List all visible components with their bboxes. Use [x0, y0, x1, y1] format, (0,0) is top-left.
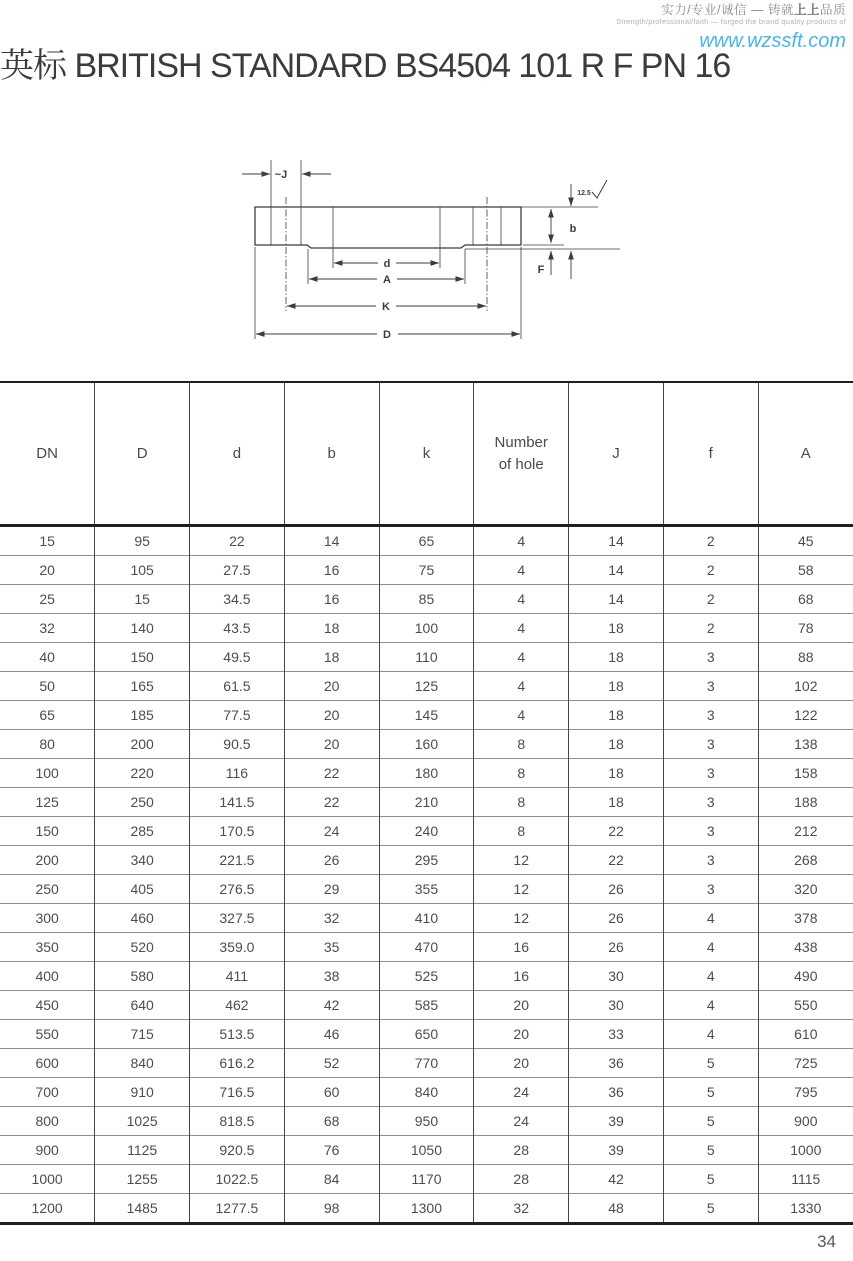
table-cell: 378 — [758, 904, 853, 933]
table-cell: 4 — [663, 933, 758, 962]
table-cell: 8 — [474, 730, 569, 759]
table-cell: 350 — [0, 933, 95, 962]
table-cell: 725 — [758, 1049, 853, 1078]
table-cell: 39 — [569, 1136, 664, 1165]
table-cell: 16 — [474, 962, 569, 991]
table-cell: 600 — [0, 1049, 95, 1078]
table-cell: 50 — [0, 672, 95, 701]
table-cell: 3 — [663, 672, 758, 701]
table-cell: 75 — [379, 556, 474, 585]
table-cell: 616.2 — [190, 1049, 285, 1078]
table-cell: 950 — [379, 1107, 474, 1136]
table-cell: 2 — [663, 585, 758, 614]
table-cell: 42 — [284, 991, 379, 1020]
table-cell: 525 — [379, 962, 474, 991]
column-header: f — [663, 382, 758, 526]
table-cell: 105 — [95, 556, 190, 585]
table-cell: 2 — [663, 556, 758, 585]
table-cell: 110 — [379, 643, 474, 672]
table-cell: 76 — [284, 1136, 379, 1165]
table-cell: 20 — [474, 991, 569, 1020]
table-cell: 200 — [95, 730, 190, 759]
table-cell: 4 — [663, 1020, 758, 1049]
table-cell: 65 — [379, 526, 474, 556]
table-cell: 38 — [284, 962, 379, 991]
table-cell: 39 — [569, 1107, 664, 1136]
table-cell: 700 — [0, 1078, 95, 1107]
table-cell: 20 — [284, 672, 379, 701]
table-cell: 150 — [95, 643, 190, 672]
table-cell: 180 — [379, 759, 474, 788]
table-cell: 1000 — [758, 1136, 853, 1165]
table-cell: 35 — [284, 933, 379, 962]
table-cell: 145 — [379, 701, 474, 730]
table-cell: 36 — [569, 1078, 664, 1107]
table-cell: 42 — [569, 1165, 664, 1194]
table-cell: 14 — [284, 526, 379, 556]
table-row — [0, 1049, 853, 1078]
table-cell: 2 — [663, 614, 758, 643]
table-cell: 34.5 — [190, 585, 285, 614]
table-cell: 14 — [569, 526, 664, 556]
table-cell: 250 — [0, 875, 95, 904]
table-cell: 18 — [284, 643, 379, 672]
table-cell: 45 — [758, 526, 853, 556]
table-cell: 770 — [379, 1049, 474, 1078]
table-row — [0, 933, 853, 962]
table-cell: 158 — [758, 759, 853, 788]
table-cell: 3 — [663, 875, 758, 904]
table-cell: 910 — [95, 1078, 190, 1107]
table-cell: 188 — [758, 788, 853, 817]
table-cell: 49.5 — [190, 643, 285, 672]
table-row — [0, 701, 853, 730]
table-cell: 61.5 — [190, 672, 285, 701]
slogan-chinese-suffix: 品质 — [819, 3, 846, 17]
table-cell: 90.5 — [190, 730, 285, 759]
label-b: b — [569, 223, 577, 235]
label-big-d: D — [383, 329, 391, 341]
table-cell: 5 — [663, 1194, 758, 1224]
table-cell: 300 — [0, 904, 95, 933]
table-row — [0, 730, 853, 759]
table-cell: 18 — [569, 672, 664, 701]
table-cell: 650 — [379, 1020, 474, 1049]
table-cell: 28 — [474, 1136, 569, 1165]
table-cell: 818.5 — [190, 1107, 285, 1136]
table-cell: 4 — [474, 701, 569, 730]
table-cell: 5 — [663, 1136, 758, 1165]
table-cell: 170.5 — [190, 817, 285, 846]
table-cell: 411 — [190, 962, 285, 991]
table-cell: 4 — [474, 585, 569, 614]
table-cell: 140 — [95, 614, 190, 643]
table-cell: 900 — [758, 1107, 853, 1136]
table-cell: 185 — [95, 701, 190, 730]
table-cell: 250 — [95, 788, 190, 817]
table-cell: 100 — [379, 614, 474, 643]
slogan-english: Strength/professional/faith — forged the brand quality products of — [616, 17, 846, 27]
table-row — [0, 672, 853, 701]
table-cell: 800 — [0, 1107, 95, 1136]
table-cell: 4 — [474, 614, 569, 643]
table-cell: 20 — [284, 730, 379, 759]
table-cell: 3 — [663, 817, 758, 846]
column-header: D — [95, 382, 190, 526]
table-cell: 513.5 — [190, 1020, 285, 1049]
table-cell: 359.0 — [190, 933, 285, 962]
table-cell: 3 — [663, 846, 758, 875]
table-cell: 48 — [569, 1194, 664, 1224]
label-j: ~J — [274, 169, 288, 181]
table-cell: 1115 — [758, 1165, 853, 1194]
table-cell: 320 — [758, 875, 853, 904]
table-cell: 32 — [0, 614, 95, 643]
table-row — [0, 614, 853, 643]
table-cell: 1050 — [379, 1136, 474, 1165]
table-cell: 450 — [0, 991, 95, 1020]
table-cell: 12 — [474, 846, 569, 875]
table-cell: 160 — [379, 730, 474, 759]
table-cell: 2 — [663, 526, 758, 556]
table-cell: 1200 — [0, 1194, 95, 1224]
table-cell: 24 — [474, 1078, 569, 1107]
table-cell: 520 — [95, 933, 190, 962]
table-cell: 5 — [663, 1165, 758, 1194]
table-cell: 1300 — [379, 1194, 474, 1224]
slogan-chinese-prefix: 实力/专业/诚信 — 铸就 — [661, 3, 794, 17]
column-header: J — [569, 382, 664, 526]
table-row — [0, 788, 853, 817]
table-cell: 27.5 — [190, 556, 285, 585]
table-cell: 8 — [474, 759, 569, 788]
table-cell: 14 — [569, 556, 664, 585]
table-cell: 52 — [284, 1049, 379, 1078]
column-header: DN — [0, 382, 95, 526]
table-cell: 22 — [284, 759, 379, 788]
table-cell: 716.5 — [190, 1078, 285, 1107]
website-url: www.wzssft.com — [699, 30, 846, 52]
table-row — [0, 585, 853, 614]
table-cell: 200 — [0, 846, 95, 875]
table-row — [0, 1194, 853, 1224]
table-cell: 32 — [284, 904, 379, 933]
table-cell: 795 — [758, 1078, 853, 1107]
table-body — [0, 526, 853, 1224]
table-cell: 78 — [758, 614, 853, 643]
table-cell: 22 — [284, 788, 379, 817]
table-cell: 26 — [284, 846, 379, 875]
table-cell: 29 — [284, 875, 379, 904]
table-cell: 80 — [0, 730, 95, 759]
table-cell: 60 — [284, 1078, 379, 1107]
table-row — [0, 962, 853, 991]
table-cell: 18 — [569, 788, 664, 817]
table-cell: 4 — [663, 991, 758, 1020]
table-cell: 900 — [0, 1136, 95, 1165]
slogan-chinese-brand: 上上 — [793, 3, 820, 17]
table-cell: 5 — [663, 1107, 758, 1136]
column-header: Number of hole — [474, 382, 569, 526]
table-row — [0, 1136, 853, 1165]
table-cell: 715 — [95, 1020, 190, 1049]
table-cell: 400 — [0, 962, 95, 991]
table-cell: 18 — [569, 643, 664, 672]
table-cell: 221.5 — [190, 846, 285, 875]
table-cell: 3 — [663, 788, 758, 817]
table-cell: 8 — [474, 817, 569, 846]
table-cell: 640 — [95, 991, 190, 1020]
table-cell: 15 — [0, 526, 95, 556]
table-cell: 26 — [569, 904, 664, 933]
table-cell: 1277.5 — [190, 1194, 285, 1224]
dimension-table — [0, 381, 853, 1225]
table-cell: 550 — [0, 1020, 95, 1049]
table-cell: 77.5 — [190, 701, 285, 730]
table-cell: 3 — [663, 759, 758, 788]
table-cell: 25 — [0, 585, 95, 614]
table-cell: 212 — [758, 817, 853, 846]
table-row — [0, 1165, 853, 1194]
table-cell: 65 — [0, 701, 95, 730]
table-cell: 550 — [758, 991, 853, 1020]
table-cell: 4 — [474, 672, 569, 701]
table-row — [0, 817, 853, 846]
table-cell: 15 — [95, 585, 190, 614]
table-cell: 285 — [95, 817, 190, 846]
label-roughness: 12.5 — [577, 190, 591, 197]
machining-symbol-icon — [592, 180, 607, 198]
table-cell: 20 — [474, 1049, 569, 1078]
table-cell: 1022.5 — [190, 1165, 285, 1194]
table-cell: 30 — [569, 991, 664, 1020]
column-header: d — [190, 382, 285, 526]
table-cell: 22 — [569, 846, 664, 875]
table-cell: 840 — [379, 1078, 474, 1107]
table-cell: 920.5 — [190, 1136, 285, 1165]
table-cell: 58 — [758, 556, 853, 585]
table-cell: 340 — [95, 846, 190, 875]
table-cell: 85 — [379, 585, 474, 614]
table-cell: 16 — [284, 585, 379, 614]
flange-cross-section — [228, 150, 648, 365]
table-header-row — [0, 382, 853, 526]
table-cell: 95 — [95, 526, 190, 556]
table-cell: 3 — [663, 701, 758, 730]
table-cell: 1170 — [379, 1165, 474, 1194]
table-cell: 5 — [663, 1078, 758, 1107]
table-cell: 122 — [758, 701, 853, 730]
table-cell: 585 — [379, 991, 474, 1020]
table-cell: 4 — [474, 526, 569, 556]
table-cell: 116 — [190, 759, 285, 788]
table-cell: 20 — [284, 701, 379, 730]
table-cell: 4 — [663, 904, 758, 933]
label-d: d — [383, 258, 391, 270]
table-cell: 18 — [569, 614, 664, 643]
table-cell: 40 — [0, 643, 95, 672]
table-row — [0, 556, 853, 585]
table-cell: 4 — [474, 643, 569, 672]
table-cell: 460 — [95, 904, 190, 933]
table-cell: 1255 — [95, 1165, 190, 1194]
table-cell: 26 — [569, 875, 664, 904]
table-cell: 268 — [758, 846, 853, 875]
table-cell: 4 — [474, 556, 569, 585]
label-a: A — [383, 274, 391, 286]
table-cell: 220 — [95, 759, 190, 788]
table-cell: 8 — [474, 788, 569, 817]
table-cell: 18 — [569, 701, 664, 730]
table-cell: 327.5 — [190, 904, 285, 933]
table-row — [0, 759, 853, 788]
table-cell: 30 — [569, 962, 664, 991]
table-cell: 68 — [758, 585, 853, 614]
table-cell: 16 — [284, 556, 379, 585]
table-cell: 28 — [474, 1165, 569, 1194]
table-cell: 438 — [758, 933, 853, 962]
table-cell: 3 — [663, 730, 758, 759]
table-cell: 1025 — [95, 1107, 190, 1136]
table-row — [0, 875, 853, 904]
table-cell: 26 — [569, 933, 664, 962]
table-cell: 22 — [190, 526, 285, 556]
table-cell: 16 — [474, 933, 569, 962]
table-cell: 18 — [569, 759, 664, 788]
table-cell: 295 — [379, 846, 474, 875]
table-cell: 12 — [474, 904, 569, 933]
table-cell: 46 — [284, 1020, 379, 1049]
table-cell: 22 — [569, 817, 664, 846]
table-cell: 36 — [569, 1049, 664, 1078]
table-cell: 24 — [474, 1107, 569, 1136]
flange-outline — [255, 207, 521, 248]
table-cell: 141.5 — [190, 788, 285, 817]
table-cell: 150 — [0, 817, 95, 846]
table-cell: 18 — [284, 614, 379, 643]
column-header: b — [284, 382, 379, 526]
table-cell: 68 — [284, 1107, 379, 1136]
table-cell: 580 — [95, 962, 190, 991]
table-cell: 1000 — [0, 1165, 95, 1194]
table-cell: 32 — [474, 1194, 569, 1224]
table-cell: 610 — [758, 1020, 853, 1049]
table-cell: 14 — [569, 585, 664, 614]
table-row — [0, 1107, 853, 1136]
table-cell: 405 — [95, 875, 190, 904]
table-row — [0, 526, 853, 556]
flange-drawing — [228, 150, 648, 365]
table-cell: 490 — [758, 962, 853, 991]
column-header: k — [379, 382, 474, 526]
table-row — [0, 1020, 853, 1049]
table-row — [0, 991, 853, 1020]
table-cell: 84 — [284, 1165, 379, 1194]
table-row — [0, 1078, 853, 1107]
page-title: 英标 BRITISH STANDARD BS4504 101 R F PN 16 — [0, 47, 731, 85]
table-cell: 210 — [379, 788, 474, 817]
label-k: K — [382, 301, 390, 313]
table-cell: 100 — [0, 759, 95, 788]
table-cell: 88 — [758, 643, 853, 672]
table-row — [0, 643, 853, 672]
table-cell: 240 — [379, 817, 474, 846]
page-number: 34 — [817, 1232, 836, 1251]
table-cell: 355 — [379, 875, 474, 904]
table-cell: 1485 — [95, 1194, 190, 1224]
table-row — [0, 846, 853, 875]
table-cell: 102 — [758, 672, 853, 701]
table-cell: 840 — [95, 1049, 190, 1078]
table-cell: 5 — [663, 1049, 758, 1078]
table-cell: 12 — [474, 875, 569, 904]
table-cell: 470 — [379, 933, 474, 962]
table-cell: 138 — [758, 730, 853, 759]
table-cell: 33 — [569, 1020, 664, 1049]
table-cell: 1125 — [95, 1136, 190, 1165]
table-cell: 3 — [663, 643, 758, 672]
table-row — [0, 904, 853, 933]
table-cell: 165 — [95, 672, 190, 701]
table-cell: 20 — [0, 556, 95, 585]
table-cell: 4 — [663, 962, 758, 991]
table-cell: 43.5 — [190, 614, 285, 643]
table-cell: 410 — [379, 904, 474, 933]
table-cell: 125 — [379, 672, 474, 701]
table-header — [0, 382, 853, 526]
table-cell: 276.5 — [190, 875, 285, 904]
table-cell: 20 — [474, 1020, 569, 1049]
label-f: F — [537, 264, 545, 276]
table-cell: 98 — [284, 1194, 379, 1224]
table-cell: 125 — [0, 788, 95, 817]
column-header: A — [758, 382, 853, 526]
table-cell: 18 — [569, 730, 664, 759]
table-cell: 462 — [190, 991, 285, 1020]
table-cell: 24 — [284, 817, 379, 846]
table-cell: 1330 — [758, 1194, 853, 1224]
slogan-chinese — [616, 3, 846, 17]
